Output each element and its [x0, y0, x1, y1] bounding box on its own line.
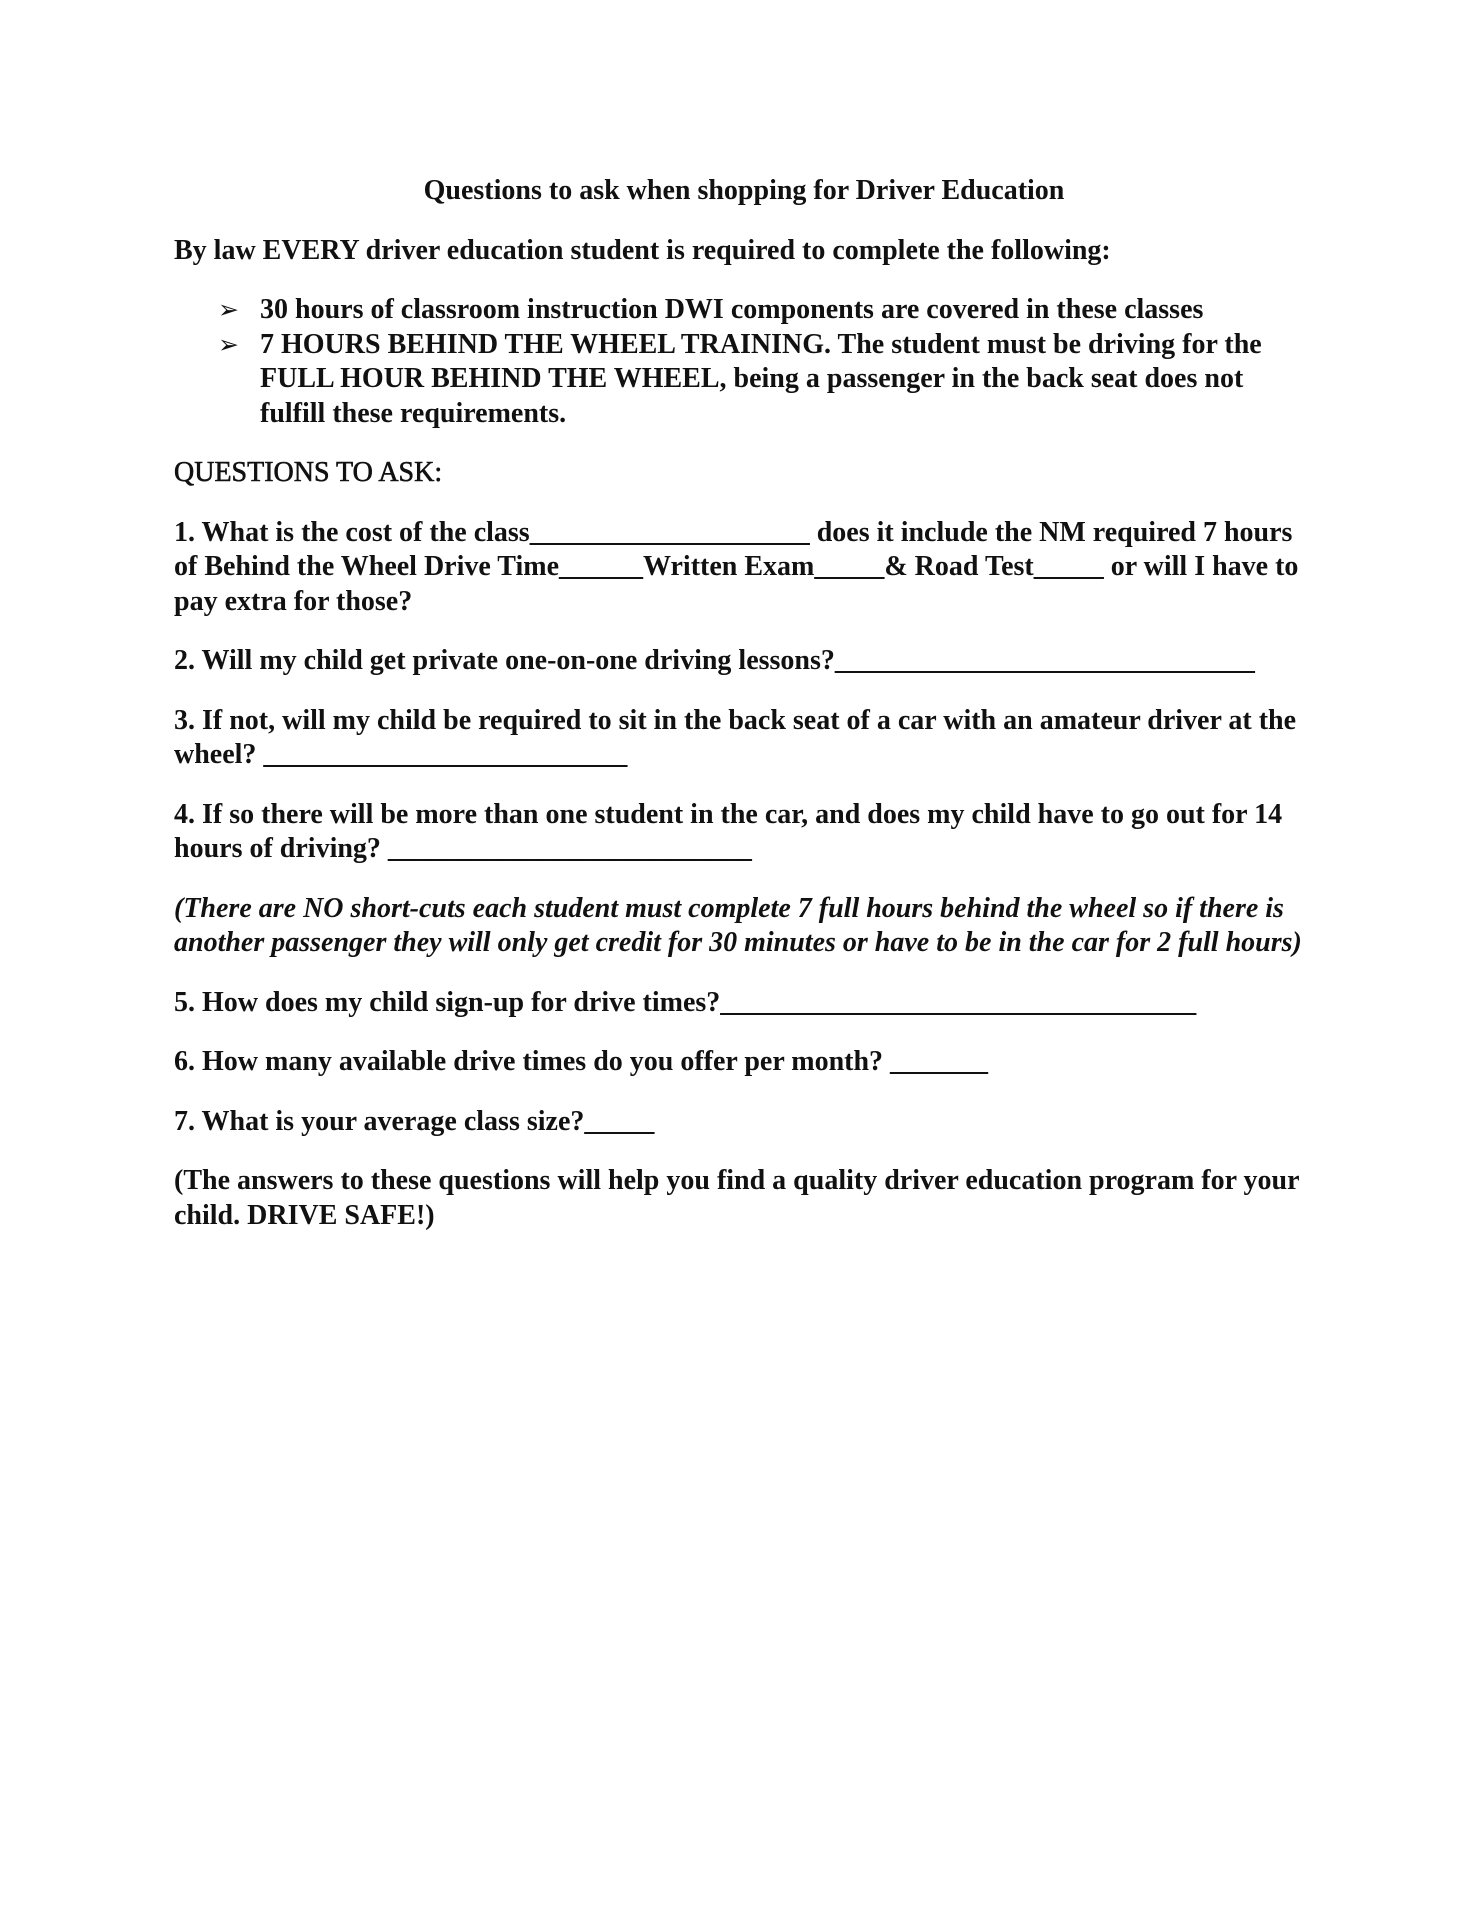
intro-paragraph: By law EVERY driver education student is required to complete the following: — [174, 234, 1111, 266]
document-title: Questions to ask when shopping for Driver Education — [423, 175, 1065, 206]
list-item-text: 7 HOURS BEHIND THE WHEEL TRAINING. The student must be driving for the FULL HOUR BEHIND THE WHEEL, being a passenger in the back seat does not fulfill these requirements. — [260, 328, 1262, 429]
question-1: 1. What is the cost of the class____________________ does it include the NM required 7 hours of Behind the Wheel Drive Time______Written Exam_____& Road Test_____ or will I have to pay extra for those? — [174, 516, 1299, 617]
list-item — [218, 293, 1314, 328]
arrow-bullet-icon: ➢ — [218, 295, 239, 324]
list-item — [218, 328, 1314, 432]
list-item-text: 30 hours of classroom instruction DWI components are covered in these classes — [260, 294, 1204, 325]
note-paragraph: (There are NO short-cuts each student must complete 7 full hours behind the wheel so if there is another passenger they will only get credit for 30 minutes or have to be in the car for 2 full hours) — [174, 892, 1302, 958]
closing-paragraph: (The answers to these questions will help you find a quality driver education program for your child. DRIVE SAFE!) — [174, 1165, 1300, 1231]
question-5: 5. How does my child sign-up for drive times?__________________________________ — [174, 986, 1197, 1018]
question-7: 7. What is your average class size?_____ — [174, 1105, 655, 1137]
question-2: 2. Will my child get private one-on-one driving lessons?______________________________ — [174, 645, 1255, 676]
question-4: 4. If so there will be more than one student in the car, and does my child have to go out for 14 hours of driving? __________________________ — [174, 798, 1283, 864]
document-body — [174, 174, 1314, 1258]
question-6: 6. How many available drive times do you offer per month? _______ — [174, 1046, 989, 1077]
question-3: 3. If not, will my child be required to sit in the back seat of a car with an amateur driver at the wheel? __________________________ — [174, 704, 1297, 770]
requirements-list — [174, 293, 1314, 431]
questions-heading: QUESTIONS TO ASK: — [174, 457, 443, 488]
arrow-bullet-icon: ➢ — [218, 329, 239, 359]
